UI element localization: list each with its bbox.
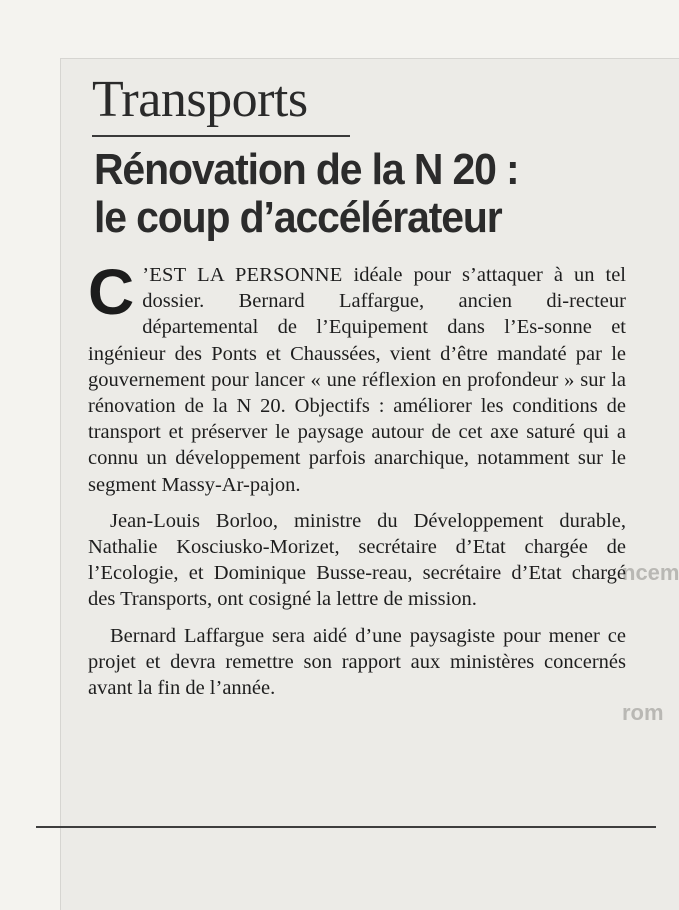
paragraph-3: Bernard Laffargue sera aidé d’une paysagiste pour mener ce projet et devra remettre son rapport aux ministères concernés avant la fin de l’année. (88, 624, 626, 700)
headline-line-2: le coup d’accélérateur (94, 193, 502, 242)
paragraph-2: Jean-Louis Borloo, ministre du Développement durable, Nathalie Kosciusko-Morizet, secrétaire d’Etat chargée de l’Ecologie, et Dominique Busse-reau, secrétaire d’Etat chargé des Transports, ont cosigné la lettre de mission. (88, 509, 626, 611)
article-body (88, 256, 626, 701)
headline (94, 146, 596, 242)
paragraph-1-text: idéale pour s’attaquer à un tel dossier. Bernard Laffargue, ancien di-recteur départemental de l’Equipement dans l’Es-sonne et ingénieur des Ponts et Chaussées, vient d’être mandaté par le gouvernement pour lancer « une réflexion en profondeur » sur la rénovation de la N 20. Objectifs : améliorer les conditions de transport et préserver le paysage autour de cet axe saturé qui a connu un développement parfois anarchique, notamment sur le segment Massy-Ar-pajon. (88, 264, 626, 496)
headline-line-1: Rénovation de la N 20 : (94, 145, 519, 194)
paragraph-1 (88, 256, 626, 498)
lead-in: ’EST LA PERSONNE (142, 264, 343, 286)
bleed-through-text: rom (622, 700, 664, 725)
section-rubric: Transports (92, 71, 308, 128)
rubric-underline (92, 135, 350, 137)
drop-cap: C (88, 256, 135, 328)
bleed-through-text: ncem (622, 560, 679, 585)
bottom-rule (36, 826, 656, 828)
